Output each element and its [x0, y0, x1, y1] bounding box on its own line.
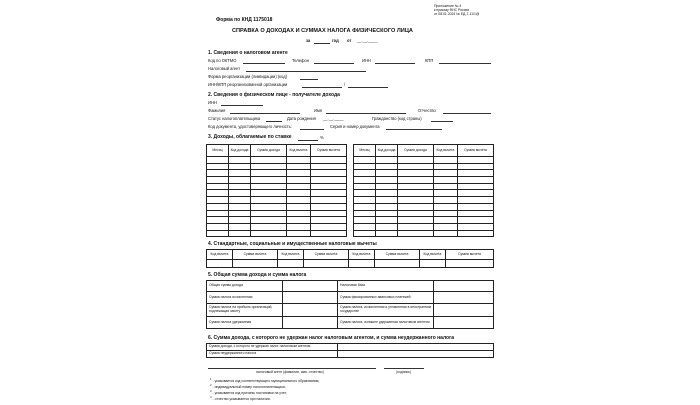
- income-cell[interactable]: [287, 230, 311, 237]
- income-cell[interactable]: [354, 177, 376, 184]
- income-cell[interactable]: [458, 177, 494, 184]
- appendix-line-3: от 08.01.2024 № ЕД-7-11/1@: [434, 12, 480, 16]
- income-cell[interactable]: [434, 177, 458, 184]
- income-cell[interactable]: [354, 197, 376, 204]
- income-cell[interactable]: [229, 163, 251, 170]
- income-cell[interactable]: [354, 210, 376, 217]
- income-cell[interactable]: [311, 183, 347, 190]
- rate-field[interactable]: [298, 140, 318, 141]
- status-label: Статус налогоплательщика: [208, 116, 261, 121]
- income-cell[interactable]: [287, 223, 311, 230]
- income-cell[interactable]: [354, 163, 376, 170]
- advance-payments-label: Сумма фиксированных авансовых платежей: [338, 292, 434, 304]
- date-prefix: от: [347, 38, 352, 43]
- income-cell[interactable]: [398, 163, 434, 170]
- income-cell[interactable]: [398, 203, 434, 210]
- income-cell[interactable]: [311, 203, 347, 210]
- section4-title: 4. Стандартные, социальные и имущественные налоговые вычеты: [208, 241, 377, 247]
- year-suffix: год: [332, 38, 339, 43]
- signature-agent-caption: налоговый агент (фамилия, имя, отчество): [256, 370, 324, 374]
- income-cell[interactable]: [229, 177, 251, 184]
- surname-field[interactable]: [230, 113, 300, 114]
- income-cell[interactable]: [376, 157, 398, 164]
- income-cell[interactable]: [251, 170, 287, 177]
- section6-title: 6. Сумма дохода, с которого не удержан налог налоговым агентом, и сумма неудержанного налога: [208, 335, 454, 341]
- col-deduction-code: Код вычета: [287, 145, 311, 157]
- foreign-tax-label: Сумма налога, исчисленная и уплаченная в иностранном государстве: [338, 304, 434, 317]
- income-cell[interactable]: [287, 210, 311, 217]
- reorg-slash: /: [344, 82, 346, 87]
- kpp-label: КПП: [425, 58, 434, 63]
- income-cell[interactable]: [434, 197, 458, 204]
- section5-title: 5. Общая сумма дохода и сумма налога: [208, 272, 307, 278]
- phone-label: Телефон: [292, 58, 309, 63]
- income-cell[interactable]: [311, 177, 347, 184]
- income-cell[interactable]: [207, 190, 229, 197]
- income-cell[interactable]: [398, 183, 434, 190]
- income-cell[interactable]: [434, 217, 458, 224]
- advance-payments-value[interactable]: [434, 292, 494, 304]
- doc-code-label: Код документа, удостоверяющего личность:: [208, 124, 292, 129]
- income-cell[interactable]: [458, 190, 494, 197]
- income-cell[interactable]: [251, 223, 287, 230]
- reorg-form-field[interactable]: [300, 79, 318, 80]
- income-cell[interactable]: [376, 203, 398, 210]
- income-cell[interactable]: [229, 210, 251, 217]
- income-cell[interactable]: [287, 170, 311, 177]
- income-cell[interactable]: [398, 170, 434, 177]
- footnote-4: $^4$ - отчество указывается при наличии.: [210, 395, 271, 402]
- income-cell[interactable]: [398, 197, 434, 204]
- doc-code-field[interactable]: [300, 129, 324, 130]
- income-cell[interactable]: [398, 210, 434, 217]
- foreign-tax-value[interactable]: [434, 304, 494, 317]
- income-cell[interactable]: [251, 190, 287, 197]
- birth-date-label: Дата рождения: [287, 116, 316, 121]
- col-deduction-sum: Сумма вычета: [458, 145, 494, 157]
- oktmo-label: Код по ОКТМО: [208, 58, 237, 63]
- income-cell[interactable]: [354, 223, 376, 230]
- income-cell[interactable]: [207, 170, 229, 177]
- name-field[interactable]: [326, 113, 406, 114]
- deduction-cell[interactable]: [304, 260, 349, 268]
- income-cell[interactable]: [398, 177, 434, 184]
- col-income-sum: Сумма дохода: [398, 145, 434, 157]
- col-income-code: Код дохода: [376, 145, 398, 157]
- income-cell[interactable]: [287, 183, 311, 190]
- income-cell[interactable]: [251, 230, 287, 237]
- percent-sign: %: [320, 135, 324, 140]
- income-cell[interactable]: [311, 217, 347, 224]
- income-cell[interactable]: [434, 190, 458, 197]
- income-cell[interactable]: [376, 163, 398, 170]
- income-cell[interactable]: [354, 157, 376, 164]
- page-title: СПРАВКА О ДОХОДАХ И СУММАХ НАЛОГА ФИЗИЧЕСКОГО ЛИЦА: [232, 28, 413, 34]
- col-month: Месяц: [207, 145, 229, 157]
- income-cell[interactable]: [229, 203, 251, 210]
- income-cell[interactable]: [354, 190, 376, 197]
- tax-withheld-label: Сумма налога удержанная: [207, 317, 283, 329]
- deduction-cell[interactable]: [233, 260, 278, 268]
- income-cell[interactable]: [311, 230, 347, 237]
- income-cell[interactable]: [434, 183, 458, 190]
- income-cell[interactable]: [434, 203, 458, 210]
- income-cell[interactable]: [458, 210, 494, 217]
- oktmo-field[interactable]: [243, 63, 285, 64]
- citizenship-field[interactable]: [431, 121, 453, 122]
- income-cell[interactable]: [251, 183, 287, 190]
- income-cell[interactable]: [434, 210, 458, 217]
- col-income-sum: Сумма дохода: [251, 145, 287, 157]
- name-label: Имя: [314, 108, 322, 113]
- deduction-cell[interactable]: [207, 260, 233, 268]
- income-cell[interactable]: [311, 190, 347, 197]
- income-cell[interactable]: [458, 197, 494, 204]
- footnote-3: $^3$ - указывается код причины постановки на учет;: [210, 389, 288, 396]
- income-cell[interactable]: [207, 223, 229, 230]
- section3-title: 3. Доходы, облагаемые по ставке: [208, 134, 292, 140]
- income-cell[interactable]: [376, 230, 398, 237]
- income-cell[interactable]: [229, 217, 251, 224]
- deduction-cell[interactable]: [420, 260, 446, 268]
- tax-certificate-page: [196, 0, 504, 405]
- col-code: Код вычета: [278, 250, 304, 260]
- unwithheld-income-label: Сумма дохода, с которого не удержан налог налоговым агентом: [207, 344, 338, 351]
- tax-calculated-value[interactable]: [283, 292, 338, 304]
- income-cell[interactable]: [398, 230, 434, 237]
- income-cell[interactable]: [311, 170, 347, 177]
- tax-withheld-value[interactable]: [283, 317, 338, 329]
- income-cell[interactable]: [251, 210, 287, 217]
- col-sum: Сумма вычета: [446, 250, 494, 260]
- income-cell[interactable]: [398, 217, 434, 224]
- income-cell[interactable]: [458, 223, 494, 230]
- reorg-kpp-field[interactable]: [348, 87, 388, 88]
- reorg-inn-field[interactable]: [302, 87, 342, 88]
- deduction-cell[interactable]: [375, 260, 420, 268]
- income-cell[interactable]: [287, 177, 311, 184]
- unwithheld-table: [206, 343, 494, 358]
- income-cell[interactable]: [311, 197, 347, 204]
- person-inn-field[interactable]: [221, 105, 263, 106]
- income-cell[interactable]: [207, 177, 229, 184]
- income-cell[interactable]: [311, 157, 347, 164]
- income-cell[interactable]: [287, 217, 311, 224]
- signature-line[interactable]: [384, 368, 424, 369]
- col-month: Месяц: [354, 145, 376, 157]
- income-cell[interactable]: [311, 210, 347, 217]
- income-cell[interactable]: [207, 210, 229, 217]
- status-field[interactable]: [266, 121, 282, 122]
- doc-series-field[interactable]: [386, 129, 442, 130]
- signature-caption: (подпись): [396, 370, 412, 374]
- income-cell[interactable]: [287, 157, 311, 164]
- section2-title: 2. Сведения о физическом лице - получателе дохода: [208, 92, 340, 98]
- col-sum: Сумма вычета: [233, 250, 278, 260]
- income-cell[interactable]: [354, 203, 376, 210]
- agent-field[interactable]: [246, 71, 366, 72]
- patronymic-field[interactable]: [443, 113, 491, 114]
- income-cell[interactable]: [376, 183, 398, 190]
- date-field[interactable]: __.__.____: [357, 38, 378, 43]
- income-cell[interactable]: [251, 217, 287, 224]
- income-cell[interactable]: [311, 163, 347, 170]
- col-income-code: Код дохода: [229, 145, 251, 157]
- income-cell[interactable]: [458, 203, 494, 210]
- total-income-label: Общая сумма дохода: [207, 281, 283, 292]
- income-cell[interactable]: [398, 157, 434, 164]
- birth-date-field[interactable]: __.__.____: [323, 116, 344, 121]
- tax-calculated-label: Сумма налога исчисленная: [207, 292, 283, 304]
- income-cell[interactable]: [207, 217, 229, 224]
- income-cell[interactable]: [376, 217, 398, 224]
- kpp-field[interactable]: [439, 63, 491, 64]
- income-cell[interactable]: [376, 197, 398, 204]
- profit-tax-label: Сумма налога на прибыль организаций, подлежащая зачету: [207, 304, 283, 317]
- income-cell[interactable]: [354, 217, 376, 224]
- income-cell[interactable]: [251, 157, 287, 164]
- income-cell[interactable]: [287, 197, 311, 204]
- income-cell[interactable]: [398, 190, 434, 197]
- footnote-1: $^1$ - указывается код соответствующего муниципального образования;: [210, 377, 320, 384]
- income-cell[interactable]: [434, 157, 458, 164]
- col-code: Код вычета: [420, 250, 446, 260]
- phone-field[interactable]: [314, 63, 354, 64]
- form-code: Форма по КНД 1175018: [216, 17, 273, 23]
- appendix-line-1: Приложение № 4: [434, 4, 462, 8]
- income-cell[interactable]: [287, 163, 311, 170]
- patronymic-label: Отчество: [418, 108, 436, 113]
- year-field[interactable]: [314, 43, 330, 44]
- unwithheld-income-value[interactable]: [338, 344, 494, 351]
- agent-label: Налоговый агент: [208, 66, 241, 71]
- deduction-cell[interactable]: [446, 260, 494, 268]
- appendix-line-2: к приказу ФНС России: [434, 8, 470, 12]
- income-cell[interactable]: [229, 230, 251, 237]
- income-cell[interactable]: [376, 190, 398, 197]
- income-cell[interactable]: [229, 223, 251, 230]
- income-cell[interactable]: [398, 223, 434, 230]
- income-cell[interactable]: [251, 203, 287, 210]
- tax-base-value[interactable]: [434, 281, 494, 292]
- income-cell[interactable]: [207, 230, 229, 237]
- income-cell[interactable]: [458, 230, 494, 237]
- income-cell[interactable]: [207, 157, 229, 164]
- income-cell[interactable]: [434, 223, 458, 230]
- income-cell[interactable]: [229, 197, 251, 204]
- reorg-inn-label: ИНН/КПП реорганизованной организации: [208, 82, 288, 87]
- income-cell[interactable]: [354, 230, 376, 237]
- deduction-cell[interactable]: [278, 260, 304, 268]
- income-cell[interactable]: [229, 170, 251, 177]
- reorg-form-label: Форма реорганизации (ликвидации) (код): [208, 74, 287, 79]
- income-cell[interactable]: [207, 183, 229, 190]
- income-cell[interactable]: [354, 170, 376, 177]
- agent-inn-field[interactable]: [375, 63, 415, 64]
- income-cell[interactable]: [376, 223, 398, 230]
- agent-inn-label: ИНН: [362, 58, 371, 63]
- tax-overwithheld-label: Сумма налога, излишне удержанная налоговым агентом: [338, 317, 434, 329]
- income-cell[interactable]: [434, 170, 458, 177]
- income-cell[interactable]: [251, 163, 287, 170]
- signature-name-line[interactable]: [208, 368, 376, 369]
- income-cell[interactable]: [458, 183, 494, 190]
- section1-title: 1. Сведения о налоговом агенте: [208, 50, 288, 56]
- tax-overwithheld-value[interactable]: [434, 317, 494, 329]
- footnote-2: $^2$ - индивидуальный номер налогоплательщика;: [210, 383, 286, 390]
- income-cell[interactable]: [311, 223, 347, 230]
- citizenship-label: Гражданство (код страны): [372, 116, 422, 121]
- col-sum: Сумма вычета: [375, 250, 420, 260]
- income-cell[interactable]: [458, 217, 494, 224]
- income-cell[interactable]: [376, 170, 398, 177]
- unwithheld-tax-label: Сумма неудержанного налога: [207, 351, 338, 358]
- col-code: Код вычета: [207, 250, 233, 260]
- col-sum: Сумма вычета: [304, 250, 349, 260]
- person-inn-label: ИНН: [208, 100, 217, 105]
- income-cell[interactable]: [287, 190, 311, 197]
- tax-base-label: Налоговая база: [338, 281, 434, 292]
- profit-tax-value[interactable]: [283, 304, 338, 317]
- income-cell[interactable]: [207, 203, 229, 210]
- col-deduction-sum: Сумма вычета: [311, 145, 347, 157]
- unwithheld-tax-value[interactable]: [338, 351, 494, 358]
- total-income-value[interactable]: [283, 281, 338, 292]
- surname-label: Фамилия: [208, 108, 226, 113]
- income-cell[interactable]: [229, 157, 251, 164]
- income-table-left: [206, 144, 347, 237]
- income-cell[interactable]: [207, 197, 229, 204]
- deductions-table: [206, 249, 494, 268]
- income-cell[interactable]: [434, 230, 458, 237]
- income-cell[interactable]: [287, 203, 311, 210]
- income-cell[interactable]: [251, 197, 287, 204]
- col-code: Код вычета: [349, 250, 375, 260]
- income-cell[interactable]: [354, 183, 376, 190]
- income-cell[interactable]: [458, 157, 494, 164]
- income-cell[interactable]: [458, 170, 494, 177]
- income-cell[interactable]: [376, 177, 398, 184]
- income-cell[interactable]: [229, 190, 251, 197]
- income-cell[interactable]: [458, 163, 494, 170]
- income-table-right: [353, 144, 494, 237]
- year-prefix: за: [306, 38, 311, 43]
- income-cell[interactable]: [434, 163, 458, 170]
- income-cell[interactable]: [229, 183, 251, 190]
- income-cell[interactable]: [376, 210, 398, 217]
- col-deduction-code: Код вычета: [434, 145, 458, 157]
- deduction-cell[interactable]: [349, 260, 375, 268]
- totals-table: [206, 280, 494, 329]
- income-cell[interactable]: [207, 163, 229, 170]
- doc-series-label: Серия и номер документа: [330, 124, 380, 129]
- income-cell[interactable]: [251, 177, 287, 184]
